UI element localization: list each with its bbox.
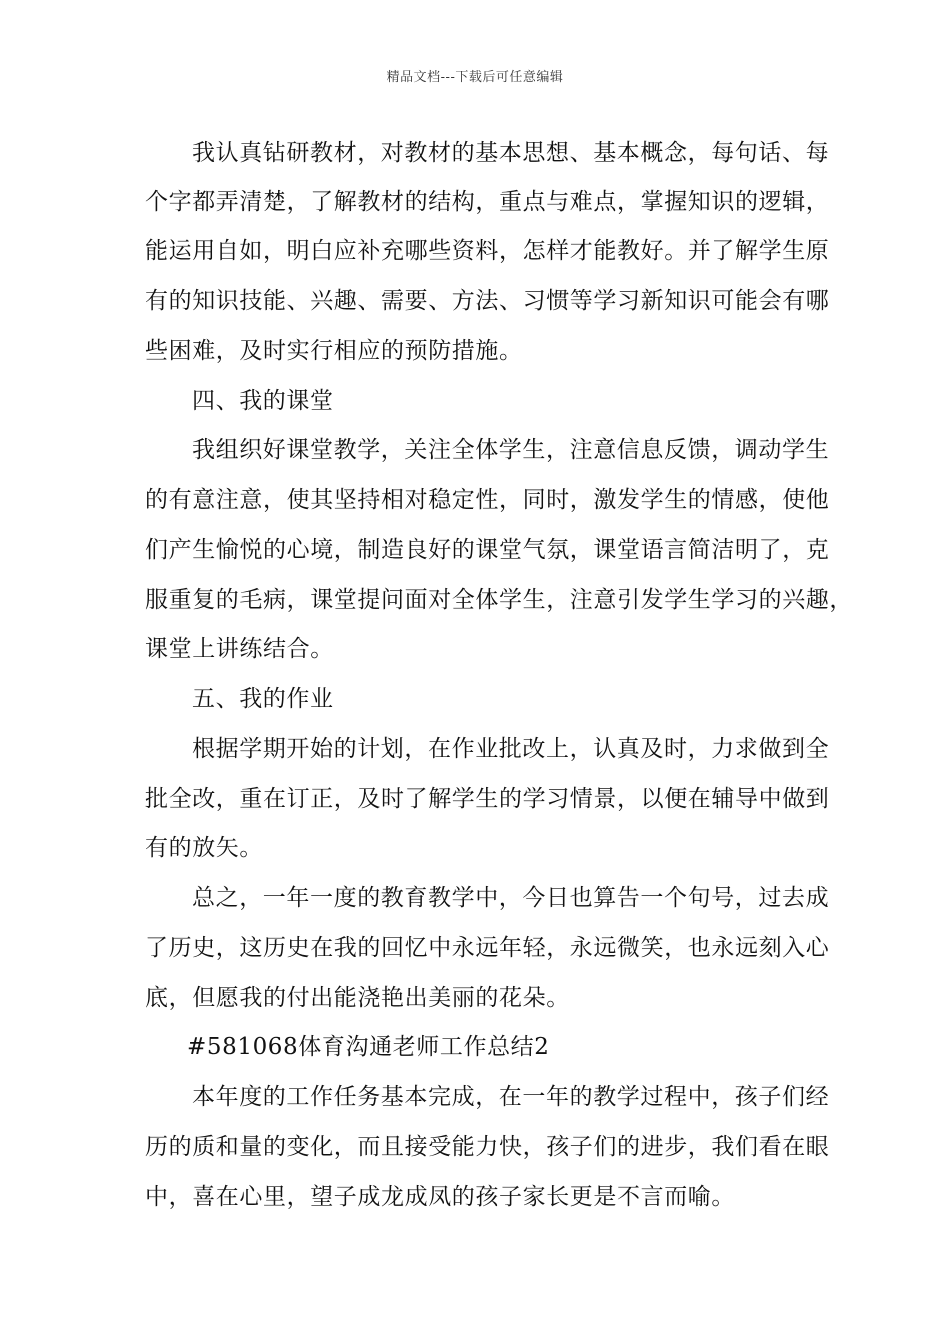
text-line: 我认真钻研教材，对教材的基本思想、基本概念，每句话、每 [192,140,830,166]
text-line: 课堂上讲练结合。 [145,636,334,662]
text-line: 底，但愿我的付出能浇艳出美丽的花朵。 [145,985,570,1011]
text-line: 个字都弄清楚，了解教材的结构，重点与难点，掌握知识的逻辑， [145,189,830,215]
text-line: 总之，一年一度的教育教学中，今日也算告一个句号，过去成 [192,885,830,911]
text-line: 们产生愉悦的心境，制造良好的课堂气氛，课堂语言简洁明了，克 [145,537,830,563]
section-title: #581068体育沟通老师工作总结2 [187,1034,550,1060]
text-line: 根据学期开始的计划，在作业批改上，认真及时，力求做到全 [192,736,830,762]
text-line: 些困难，及时实行相应的预防措施。 [145,338,523,364]
text-line: 了历史，这历史在我的回忆中永远年轻，永远微笑，也永远刻入心 [145,935,830,961]
text-line: 能运用自如，明白应补充哪些资料，怎样才能教好。并了解学生原 [145,238,830,264]
page-header: 精品文档---下载后可任意编辑 [386,70,564,85]
text-line: 历的质和量的变化，而且接受能力快，孩子们的进步，我们看在眼 [145,1134,830,1160]
text-line: 有的知识技能、兴趣、需要、方法、习惯等学习新知识可能会有哪 [145,288,830,314]
text-line: 的有意注意，使其坚持相对稳定性，同时，激发学生的情感，使他 [145,487,830,513]
text-line: 我组织好课堂教学，关注全体学生，注意信息反馈，调动学生 [192,437,830,463]
text-line: 有的放矢。 [145,835,263,861]
section-heading: 五、我的作业 [192,686,334,712]
section-heading: 四、我的课堂 [192,388,334,414]
text-line: 中，喜在心里，望子成龙成凤的孩子家长更是不言而喻。 [145,1184,735,1210]
text-line: 服重复的毛病，课堂提问面对全体学生，注意引发学生学习的兴趣， [145,587,853,613]
text-line: 本年度的工作任务基本完成，在一年的教学过程中，孩子们经 [192,1084,830,1110]
text-line: 批全改，重在订正，及时了解学生的学习情景，以便在辅导中做到 [145,786,830,812]
